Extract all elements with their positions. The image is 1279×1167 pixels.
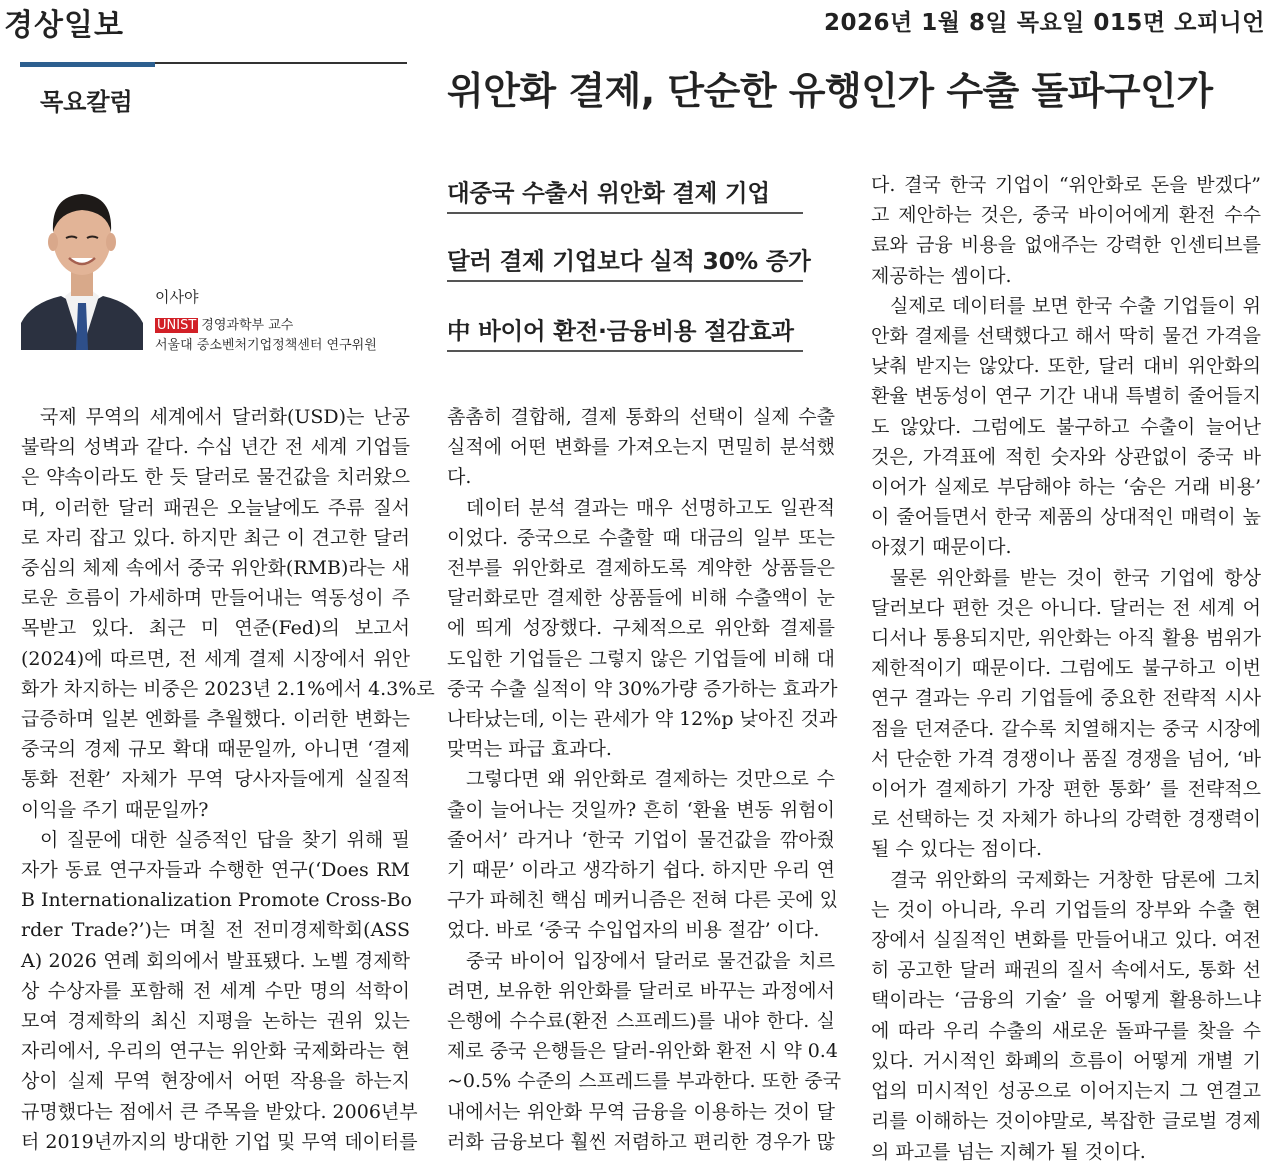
body-text-line: 료와 금융 비용을 없애주는 강력한 인센티브를 [871,234,1261,257]
body-text-line: 었다. 바로 ‘중국 수입업자의 비용 절감’ 이다. [447,919,820,942]
body-text-line: 택이라는 ‘금융의 기술’ 을 어떻게 활용하느냐 [871,989,1261,1012]
body-text-line: 화가 차지하는 비중은 2023년 2.1%에서 4.3%로 [21,677,435,700]
body-text-line: 물론 위안화를 받는 것이 한국 기업에 항상 [890,566,1261,589]
university-badge: UNIST [157,318,197,333]
body-text-line: 장에서 실질적인 변화를 만들어내고 있다. 여전 [871,929,1261,952]
body-text-line: ~0.5% 수준의 스프레드를 부과한다. 또한 중국 [447,1070,842,1093]
newspaper-masthead: 경상일보 [4,8,124,43]
body-text-line: 목받고 있다. 최근 미 연준(Fed)의 보고서 [21,617,410,640]
body-text-line: 전부를 위안화로 결제하도록 계약한 상품들은 [447,557,835,580]
body-text-line: 중국 수출 실적이 약 30%가량 증가하는 효과가 [447,677,838,700]
body-text-line: 결국 위안화의 국제화는 거창한 담론에 그치 [890,868,1261,891]
body-text-line: 촘촘히 결합해, 결제 통화의 선택이 실제 수출 [447,406,835,428]
body-text-line: 이익을 주기 때문일까? [21,798,209,821]
body-text-line: 히 공고한 달러 패권의 질서 속에서도, 통화 선 [871,959,1261,982]
body-text-line: 자가 동료 연구자들과 수행한 연구(‘Does RM [21,859,410,882]
body-text-line: 있다. 거시적인 화폐의 흐름이 어떻게 개별 기 [871,1049,1261,1072]
subheadline-divider [447,280,803,282]
body-text-line: 려면, 보유한 위안화를 달러로 바꾸는 과정에서 [447,979,835,1002]
author-name: 이사야 [155,288,199,306]
dateline: 2026년 1월 8일 목요일 015면 오피니언 [824,10,1265,36]
body-text-line: 줄어서’ 라거나 ‘한국 기업이 물건값을 깎아줬 [447,828,835,851]
subheadline-3: 中 바이어 환전·금융비용 절감효과 [447,317,794,345]
body-text-line: 도 않았다. 그럼에도 불구하고 수출이 늘어난 [871,415,1261,438]
body-text-line: 환율 변동성이 연구 기간 내내 특별히 줄어들지 [871,385,1261,408]
body-text-line: 제공하는 셈이다. [871,264,1012,287]
body-text-line: 중국 바이어 입장에서 달러로 물건값을 치르 [466,949,835,972]
body-text-line: 이 질문에 대한 실증적인 답을 찾기 위해 필 [40,828,410,851]
body-text-line: 이어가 결제하기 가장 편한 통화’ 를 전략적으 [871,778,1261,801]
body-text-line: 달러보다 편한 것은 아니다. 달러는 전 세계 어 [871,596,1261,619]
body-text-line: 이어가 실제로 부담해야 하는 ‘숨은 거래 비용’ [871,476,1261,499]
body-column-1 [21,402,435,1157]
body-text-line: 중심의 체제 속에서 중국 위안화(RMB)라는 새 [21,557,410,580]
body-text-line: 상이 실제 무역 현장에서 어떤 작용을 하는지 [21,1070,410,1093]
body-text-line: 리를 이해하는 것이야말로, 복잡한 글로벌 경제 [871,1110,1261,1133]
body-column-2 [447,402,842,1157]
body-text-line: 통화 전환’ 자체가 무역 당사자들에게 실질적 [21,768,410,791]
body-text-line: 데이터 분석 결과는 매우 선명하고도 일관적 [466,496,835,519]
body-text-line: 터 2019년까지의 방대한 기업 및 무역 데이터를 [21,1130,418,1153]
body-text-line: 규명했다는 점에서 큰 주목을 받았다. 2006년부 [21,1100,418,1123]
body-text-line: 러화 금융보다 훨씬 저렴하고 편리한 경우가 많 [447,1130,835,1153]
subheadline-divider [447,212,803,214]
body-text-line: 서 단순한 가격 경쟁이나 품질 경쟁을 넘어, ‘바 [871,747,1261,770]
subheadline-divider [447,350,803,352]
body-text-line: 도입한 기업들은 그렇지 않은 기업들에 비해 대 [447,647,835,670]
author-photo [21,158,143,350]
body-text-line: 아졌기 때문이다. [871,536,1012,559]
author-affiliation: 서울대 중소벤처기업정책센터 연구위원 [155,338,377,353]
body-text-line: 는 것이 아니라, 우리 기업들의 장부와 수출 현 [871,898,1261,921]
body-text-line: 다. [447,466,472,489]
body-text-line: 디서나 통용되지만, 위안화는 아직 활용 범위가 [871,627,1261,650]
body-text-line: 국제 무역의 세계에서 달러화(USD)는 난공 [40,406,410,428]
body-text-line: A) 2026 연례 회의에서 발표됐다. 노벨 경제학 [21,949,410,972]
body-text-line: 중국의 경제 규모 확대 때문일까, 아니면 ‘결제 [21,738,410,761]
author-portrait-image [21,158,143,350]
body-text-line: 로 자리 잡고 있다. 하지만 최근 이 견고한 달러 [21,526,410,549]
body-text-line: 점을 던져준다. 갈수록 치열해지는 중국 시장에 [871,717,1261,740]
body-text-line: 다. 결국 한국 기업이 “위안화로 돈을 받겠다” [871,174,1261,196]
body-text-line: 기 때문’ 이라고 생각하기 쉽다. 하지만 우리 연 [447,859,835,882]
body-column-3 [871,170,1261,1167]
body-text-line: 이었다. 중국으로 수출할 때 대금의 일부 또는 [447,526,835,549]
author-title: 경영과학부 교수 [201,318,294,333]
body-text-line: rder Trade?’)는 며칠 전 전미경제학회(ASS [21,919,410,942]
body-text-line: 에 띄게 성장했다. 구체적으로 위안화 결제를 [447,617,835,640]
body-text-line: 의 파고를 넘는 지혜가 될 것이다. [871,1140,1146,1163]
subheadline-2: 달러 결제 기업보다 실적 30% 증가 [447,247,811,275]
body-text-line: 며, 이러한 달러 패권은 오늘날에도 주류 질서 [21,496,410,519]
body-text-line: 낮춰 받지는 않았다. 또한, 달러 대비 위안화의 [871,355,1261,378]
body-text-line: 에 따라 우리 수출의 새로운 돌파구를 찾을 수 [871,1019,1261,1042]
column-label: 목요칼럼 [40,88,133,116]
body-text-line: 은 약속이라도 한 듯 달러로 물건값을 치러왔으 [21,466,410,489]
body-text-line: 구가 파헤친 핵심 메커니즘은 전혀 다른 곳에 있 [447,889,839,912]
body-text-line: (2024)에 따르면, 전 세계 결제 시장에서 위안 [21,647,410,670]
subheadline-1: 대중국 수출서 위안화 결제 기업 [447,179,770,207]
body-text-line: 로 선택하는 것 자체가 하나의 강력한 경쟁력이 [871,808,1261,831]
body-text-line: 연구 결과는 우리 기업들에 중요한 전략적 시사 [871,687,1261,710]
body-text-line: 모여 경제학의 최신 지평을 논하는 권위 있는 [21,1010,410,1033]
body-text-line: 자리에서, 우리의 연구는 위안화 국제화라는 현 [21,1040,410,1063]
body-text-line: 출이 늘어나는 것일까? 흔히 ‘환율 변동 위험이 [447,798,835,821]
body-text-line: 상 수상자를 포함해 전 세계 수만 명의 석학이 [21,979,410,1002]
body-text-line: 급증하며 일본 엔화를 추월했다. 이러한 변화는 [21,708,410,731]
body-text-line: 업의 미시적인 성공으로 이어지는지 그 연결고 [871,1080,1261,1103]
body-text-line: 이 줄어들면서 한국 제품의 상대적인 매력이 높 [871,506,1261,529]
body-text-line: 실적에 어떤 변화를 가져오는지 면밀히 분석했 [447,436,835,459]
body-text-line: 제한적이기 때문이다. 그럼에도 불구하고 이번 [871,657,1261,680]
body-text-line: 안화 결제를 선택했다고 해서 딱히 물건 가격을 [871,325,1261,348]
body-text-line: 내에서는 위안화 무역 금융을 이용하는 것이 달 [447,1100,835,1123]
body-text-line: 것은, 가격표에 적힌 숫자와 상관없이 중국 바 [871,445,1261,468]
article-headline: 위안화 결제, 단순한 유행인가 수출 돌파구인가 [447,69,1213,113]
body-text-line: 달러화로만 결제한 상품들에 비해 수출액이 눈 [447,587,835,610]
body-text-line: 실제로 데이터를 보면 한국 수출 기업들이 위 [890,294,1261,317]
body-text-line: 로운 흐름이 가세하며 만들어내는 역동성이 주 [21,587,410,610]
column-rule-accent [20,62,155,67]
body-text-line: 맞먹는 파급 효과다. [447,738,612,761]
body-text-line: 불락의 성벽과 같다. 수십 년간 전 세계 기업들 [21,436,410,459]
body-text-line: 나타났는데, 이는 관세가 약 12%p 낮아진 것과 [447,708,838,731]
author-position [155,314,293,333]
body-text-line: 제로 중국 은행들은 달러-위안화 환전 시 약 0.4 [447,1040,838,1063]
body-text-line: B Internationalization Promote Cross-Bo [21,889,412,912]
body-text-line: 그렇다면 왜 위안화로 결제하는 것만으로 수 [466,768,835,791]
body-text-line: 고 제안하는 것은, 중국 바이어에게 환전 수수 [871,204,1261,227]
body-text-line: 은행에 수수료(환전 스프레드)를 내야 한다. 실 [447,1010,835,1033]
body-text-line: 될 수 있다는 점이다. [871,838,1042,861]
